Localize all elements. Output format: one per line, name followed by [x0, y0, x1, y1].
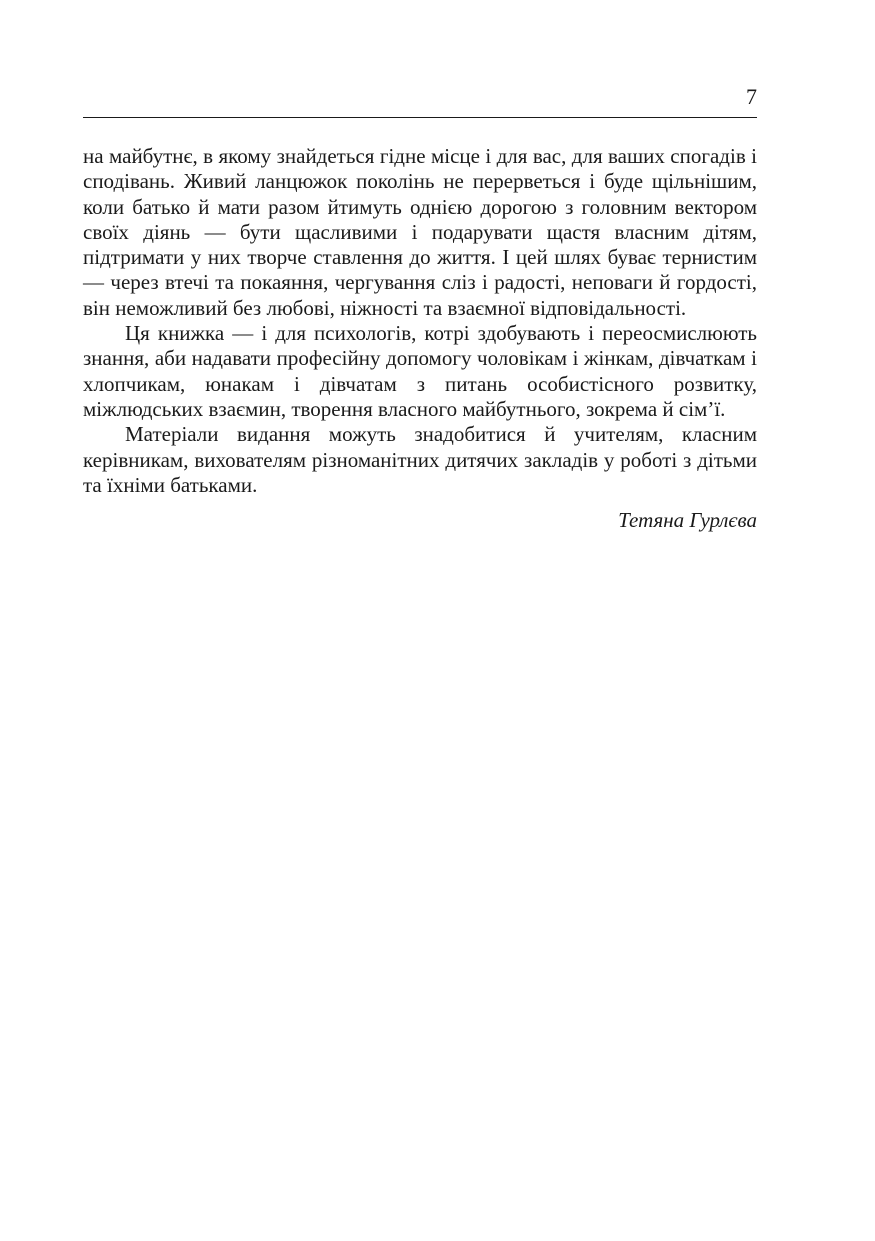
author-signature: Тетяна Гурлєва	[618, 508, 757, 533]
page-number: 7	[746, 84, 757, 109]
paragraph-teachers: Матеріали видання можуть знадобитися й учителям, класним керівникам, вихователям різноманітних дитячих закладів у роботі з дітьми та їхніми батьками.	[83, 422, 757, 497]
header-rule	[83, 117, 757, 118]
paragraph-psychologists: Ця книжка — і для психологів, котрі здобувають і переосмислюють знання, аби надавати професійну допомогу чоловікам і жінкам, дівчаткам і хлопчикам, юнакам і дівчатам з питань особистісного розвитку, міжлюдських взаємин, творення власного майбутнього, зокрема й сім’ї.	[83, 321, 757, 421]
paragraph-continuation: на майбутнє, в якому знайдеться гідне місце і для вас, для ваших спогадів і сподівань. Живий ланцюжок поколінь не перерветься і буде щільнішим, коли батько й мати разом йтимуть однією дорогою з головним вектором своїх діянь — бути щасливими і подарувати щастя власним дітям, підтримати у них творче ставлення до життя. І цей шлях буває тернистим — через втечі та покаяння, чергування сліз і радості, неповаги й гордості, він неможливий без любові, ніжності та взаємної відповідальності.	[83, 144, 757, 320]
body-text	[83, 144, 757, 533]
